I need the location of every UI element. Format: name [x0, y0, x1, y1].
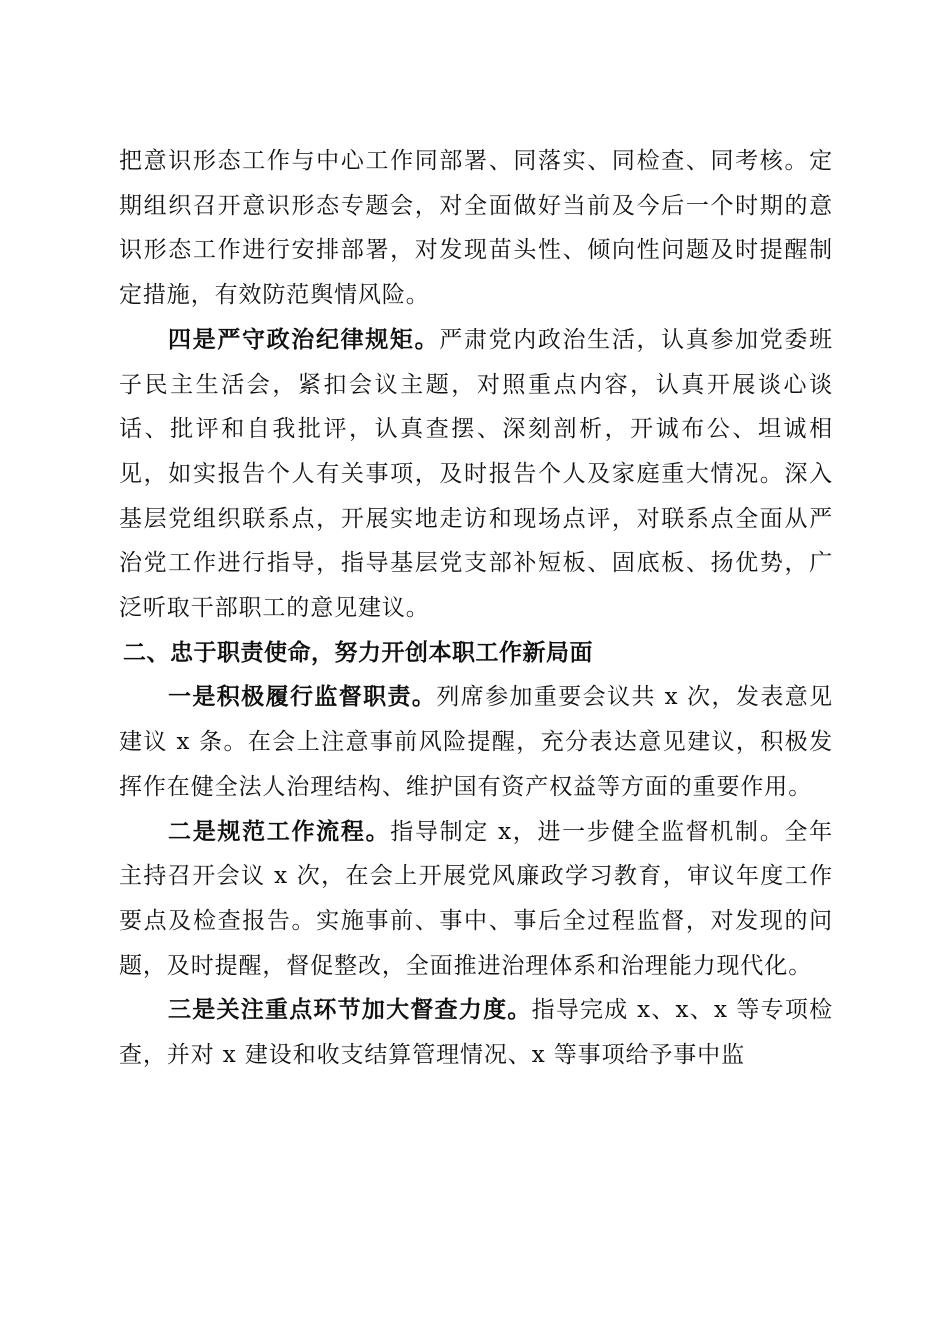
paragraph-text: 指导制定 x，进一步健全监督机制。全年主持召开会议 x 次，在会上开展党风廉政学习教育，审议年度工作要点及检查报告。实施事前、事中、事后全过程监督，对发现的问题，及时提醒，督促整改，全面推进治理体系和治理能力现代化。: [119, 818, 833, 979]
paragraph-lead: 三是关注重点环节加大督查力度。: [168, 996, 532, 1024]
paragraph-political-discipline: [119, 318, 833, 631]
section-heading: 二、忠于职责使命，努力开创本职工作新局面: [123, 639, 593, 666]
paragraph-lead: 四是严守政治纪律规矩。: [168, 325, 440, 353]
paragraph-text: 列席参加重要会议共 x 次，发表意见建议 x 条。在会上注意事前风险提醒，充分表达意见建议，积极发挥作在健全法人治理结构、维护国有资产权益等方面的重要作用。: [119, 684, 834, 800]
paragraph-text: 把意识形态工作与中心工作同部署、同落实、同检查、同考核。定期组织召开意识形态专题会，对全面做好当前及今后一个时期的意识形态工作进行安排部署，对发现苗头性、倾向性问题及时提醒制定措施，有效防范舆情风险。: [119, 148, 833, 309]
paragraph-text: 严肃党内政治生活，认真参加党委班子民主生活会，紧扣会议主题，对照重点内容，认真开展谈心谈话、批评和自我批评，认真查摆、深刻剖析，开诚布公、坦诚相见，如实报告个人有关事项，及时报告个人及家庭重大情况。深入基层党组织联系点，开展实地走访和现场点评，对联系点全面从严治党工作进行指导，指导基层党支部补短板、固底板、扬优势，广泛听取干部职工的意见建议。: [119, 326, 833, 622]
paragraph-key-inspection: [119, 988, 833, 1077]
document-body: [119, 139, 833, 1078]
paragraph-ideology-continuation: [119, 139, 833, 318]
paragraph-work-process: [119, 810, 833, 989]
paragraph-text: 指导完成 x、x、x 等专项检查，并对 x 建设和收支结算管理情况、x 等事项给予事中监: [119, 997, 834, 1069]
paragraph-supervision-duty: [119, 675, 833, 809]
paragraph-lead: 一是积极履行监督职责。: [168, 683, 437, 711]
paragraph-lead: 二是规范工作流程。: [168, 817, 391, 845]
